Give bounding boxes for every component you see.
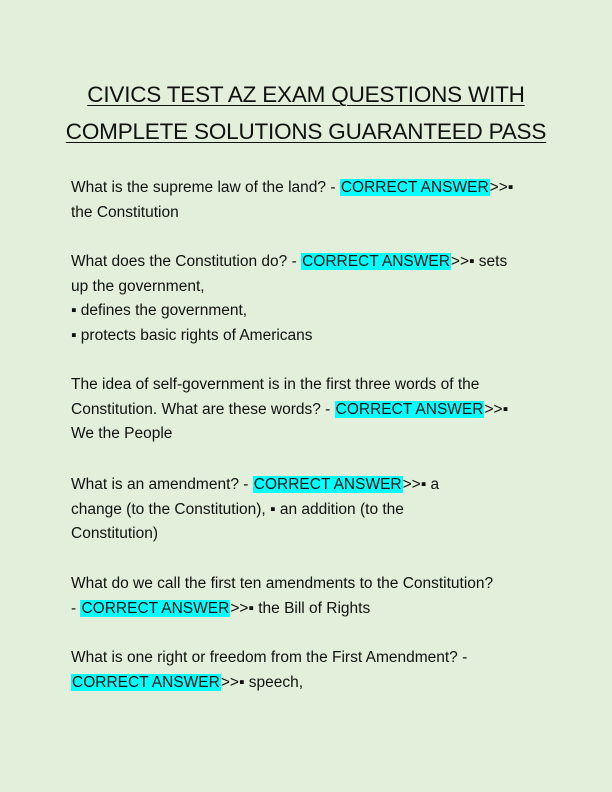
qa-question-line bbox=[71, 473, 551, 498]
question-text: What is an amendment? - bbox=[71, 476, 253, 493]
qa-question-line bbox=[71, 176, 551, 201]
title-line-1: CIVICS TEST AZ EXAM QUESTIONS WITH bbox=[87, 82, 525, 107]
answer-bullet: ▪ protects basic rights of Americans bbox=[71, 326, 313, 344]
answer-text: Constitution) bbox=[71, 525, 159, 542]
qa-item-3 bbox=[71, 373, 551, 447]
qa-item-5 bbox=[71, 572, 551, 621]
title-line-2: COMPLETE SOLUTIONS GUARANTEED PASS bbox=[65, 119, 547, 144]
correct-answer-tag: CORRECT ANSWER bbox=[72, 673, 220, 691]
answer-marker: >>▪ a bbox=[402, 476, 440, 493]
question-text: What is the supreme law of the land? - bbox=[71, 179, 340, 196]
question-text: The idea of self-government is in the first three words of the bbox=[71, 376, 480, 393]
qa-question-line bbox=[71, 398, 551, 423]
correct-answer-tag: CORRECT ANSWER bbox=[302, 253, 450, 270]
qa-item-1 bbox=[71, 176, 551, 225]
question-text: - bbox=[71, 599, 81, 617]
qa-item-2 bbox=[71, 250, 551, 348]
question-text: What is one right or freedom from the First Amendment? - bbox=[71, 649, 468, 666]
question-text: What does the Constitution do? - bbox=[71, 253, 302, 270]
document-title bbox=[40, 76, 572, 150]
qa-item-6 bbox=[71, 646, 551, 695]
question-text: Constitution. What are these words? - bbox=[71, 400, 335, 418]
answer-bullet: ▪ defines the government, bbox=[71, 302, 248, 319]
correct-answer-tag: CORRECT ANSWER bbox=[253, 476, 402, 493]
answer-text: We the People bbox=[71, 425, 173, 442]
answer-marker: >>▪ bbox=[489, 179, 514, 196]
correct-answer-tag: CORRECT ANSWER bbox=[81, 599, 230, 617]
answer-text: the Constitution bbox=[71, 203, 179, 221]
answer-text: change (to the Constitution), ▪ an addition (to the bbox=[71, 500, 404, 518]
answer-marker: >>▪ bbox=[484, 400, 509, 418]
question-text: What do we call the first ten amendments to the Constitution? bbox=[71, 575, 494, 592]
answer-marker: >>▪ sets bbox=[450, 253, 508, 270]
qa-question-line bbox=[71, 250, 551, 275]
answer-text: >>▪ the Bill of Rights bbox=[230, 599, 371, 617]
correct-answer-tag: CORRECT ANSWER bbox=[340, 179, 489, 196]
qa-question-line bbox=[71, 671, 551, 696]
answer-text: up the government, bbox=[71, 277, 205, 295]
answer-text: >>▪ speech, bbox=[220, 673, 304, 691]
qa-item-4 bbox=[71, 473, 551, 547]
qa-question-line bbox=[71, 597, 551, 622]
correct-answer-tag: CORRECT ANSWER bbox=[335, 400, 484, 418]
